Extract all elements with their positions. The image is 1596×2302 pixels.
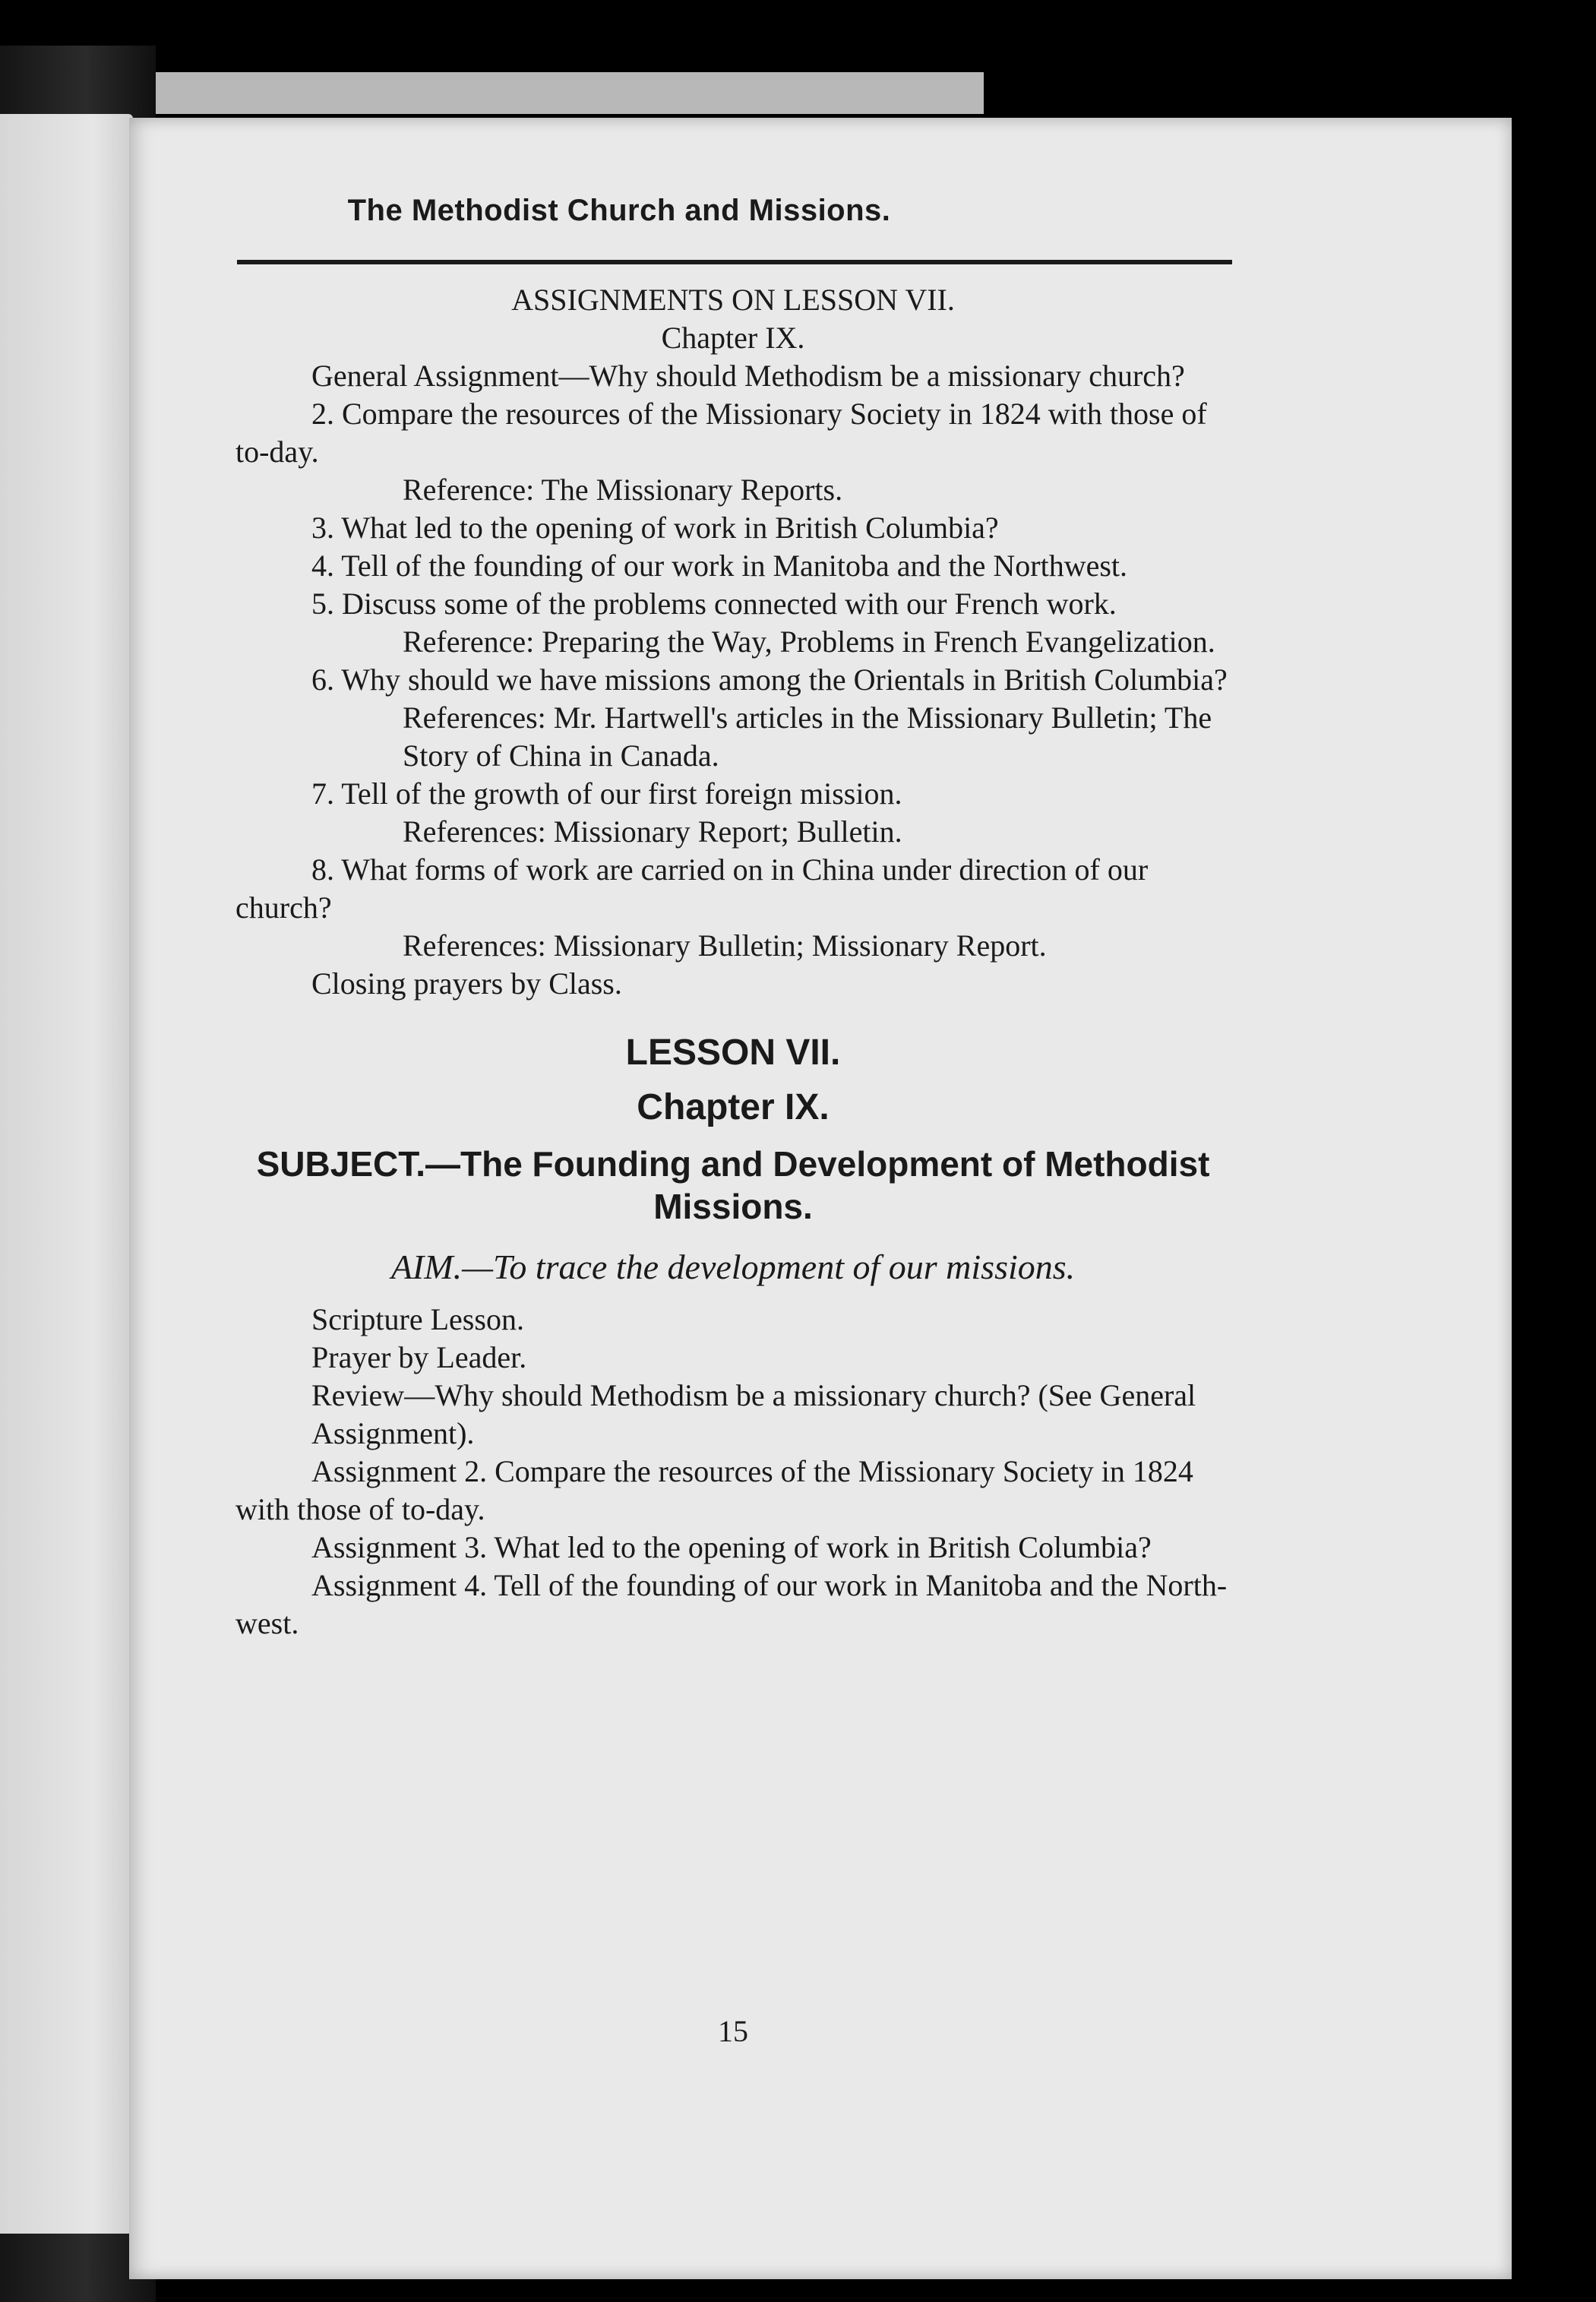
assignment-item: Closing prayers by Class. bbox=[311, 966, 622, 1001]
assignment-item: 6. Why should we have missions among the Orientals in British Columbia? bbox=[311, 662, 1228, 697]
outline-assignment: Assignment 3. What led to the opening of work in British Columbia? bbox=[311, 1530, 1152, 1564]
assignment-item: 3. What led to the opening of work in British Columbia? bbox=[311, 511, 999, 545]
assignment-item: 4. Tell of the founding of our work in Manitoba and the Northwest. bbox=[311, 549, 1128, 583]
outline-assignment: Assignment 4. Tell of the founding of our work in Manitoba and the North-west. bbox=[235, 1568, 1228, 1640]
lesson-outline bbox=[235, 1301, 1231, 1643]
running-header: The Methodist Church and Missions. bbox=[347, 194, 891, 227]
assignment-reference: References: Missionary Report; Bulletin. bbox=[403, 814, 902, 849]
lesson-aim: AIM.—To trace the development of our missions. bbox=[390, 1247, 1076, 1286]
assignment-item: General Assignment—Why should Methodism be a missionary church? bbox=[311, 359, 1185, 393]
assignment-reference: Reference: The Missionary Reports. bbox=[403, 473, 843, 507]
assignment-item: 8. What forms of work are carried on in China under direction of our church? bbox=[235, 852, 1149, 925]
outline-assignment: Assignment 2. Compare the resources of the Missionary Society in 1824 with those of to-day. bbox=[235, 1454, 1193, 1526]
page-content bbox=[235, 281, 1231, 1643]
page-number: 15 bbox=[718, 2014, 748, 2048]
assignments-title: ASSIGNMENTS ON LESSON VII. bbox=[511, 283, 955, 317]
assignment-list bbox=[235, 357, 1231, 1003]
lesson-subject: SUBJECT.—The Founding and Development of Methodist Missions. bbox=[256, 1144, 1210, 1226]
assignment-item: 7. Tell of the growth of our first foreign mission. bbox=[311, 776, 902, 811]
assignment-item: 5. Discuss some of the problems connected with our French work. bbox=[311, 587, 1117, 621]
scan-strip bbox=[156, 72, 984, 114]
lesson-chapter: Chapter IX. bbox=[637, 1087, 830, 1127]
assignment-reference: References: Missionary Bulletin; Missionary Report. bbox=[403, 928, 1047, 963]
left-page-edge bbox=[0, 114, 133, 2234]
assignments-chapter: Chapter IX. bbox=[661, 321, 805, 355]
assignment-item: 2. Compare the resources of the Missionary Society in 1824 with those of to-day. bbox=[235, 397, 1207, 469]
outline-item: Scripture Lesson. bbox=[311, 1302, 524, 1336]
outline-item: Prayer by Leader. bbox=[311, 1340, 527, 1374]
assignment-reference: Reference: Preparing the Way, Problems in French Evangelization. bbox=[403, 625, 1215, 659]
header-rule bbox=[237, 260, 1232, 264]
lesson-title: LESSON VII. bbox=[625, 1032, 841, 1073]
outline-item: Review—Why should Methodism be a missionary church? (See General Assignment). bbox=[311, 1378, 1196, 1450]
assignment-reference: References: Mr. Hartwell's articles in the Missionary Bulletin; The Story of China in Canada. bbox=[403, 700, 1212, 773]
